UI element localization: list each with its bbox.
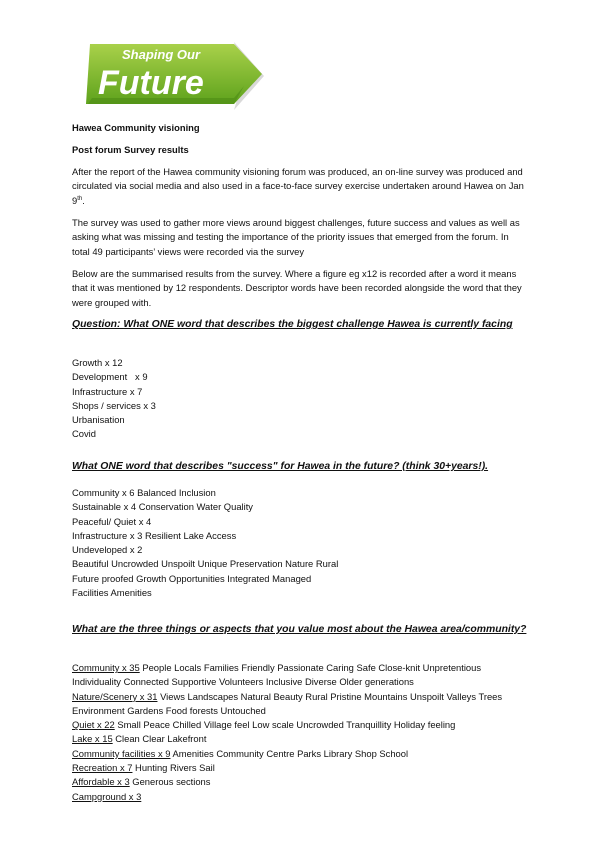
- value-item: [72, 761, 527, 775]
- question-3-title: What are the three things or aspects that you value most about the Hawea area/community?: [72, 624, 527, 635]
- answer-item: Covid: [72, 428, 96, 440]
- intro-paragraph-1: [72, 165, 527, 208]
- question-1-title: Question: What ONE word that describes the biggest challenge Hawea is currently facing: [72, 319, 513, 330]
- question-1-answers: [72, 356, 527, 442]
- value-descriptors: Views Landscapes Natural Beauty Rural Pristine Mountains Unspoilt Valleys Trees Environment Gardens Food forests Untouched: [72, 690, 503, 716]
- intro-paragraph-2: The survey was used to gather more views around biggest challenges, future success and values as well as asking what was missing and testing the importance of the priority issues that emerged from the forum. In total 49 participants’ views were recorded via the survey: [72, 217, 520, 257]
- value-descriptors: People Locals Families Friendly Passionate Caring Safe Close-knit Unpretentious Individuality Connected Supportive Volunteers Inclusive Diverse Older generations: [72, 662, 482, 688]
- value-item: [72, 661, 527, 690]
- value-key: Community x 35: [72, 662, 140, 673]
- answer-item: Beautiful Uncrowded Unspoilt Unique Preservation Nature Rural: [72, 558, 339, 570]
- value-item: [72, 775, 527, 789]
- doc-subtitle: Post forum Survey results: [72, 144, 189, 155]
- value-key: Lake x 15: [72, 733, 113, 745]
- answer-item: Shops / services x 3: [72, 399, 156, 411]
- value-item: [72, 747, 527, 761]
- value-descriptors: Amenities Community Centre Parks Library Shop School: [170, 747, 409, 759]
- answer-item: Peaceful/ Quiet x 4: [72, 515, 152, 527]
- intro-paragraph-3: Below are the summarised results from the survey. Where a figure eg x12 is recorded after a word it means that it was mentioned by 12 respondents. Descriptor words have been recorded alongside the word that they were grouped with.: [72, 268, 522, 308]
- doc-title: Hawea Community visioning: [72, 122, 200, 133]
- value-key: Affordable x 3: [72, 776, 130, 788]
- intro-p1-superscript: th: [77, 195, 83, 202]
- answer-item: Community x 6 Balanced Inclusion: [72, 487, 216, 498]
- question-2-title: What ONE word that describes "success" for Hawea in the future? (think 30+years!).: [72, 461, 489, 472]
- logo-text-line2: Future: [98, 64, 204, 102]
- shaping-our-future-logo: [84, 40, 274, 118]
- intro-p1-end: .: [82, 194, 85, 206]
- value-key: Campground x 3: [72, 790, 142, 802]
- value-descriptors: Clean Clear Lakefront: [112, 733, 207, 745]
- value-descriptors: Generous sections: [129, 776, 211, 788]
- question-2-answers: [72, 486, 527, 600]
- answer-item: Development x 9: [72, 371, 148, 383]
- answer-item: Infrastructure x 3 Resilient Lake Access: [72, 529, 237, 541]
- answer-item: Urbanisation: [72, 414, 125, 426]
- question-3-answers: [72, 661, 527, 804]
- answer-item: Growth x 12: [72, 357, 123, 368]
- value-item: [72, 690, 527, 719]
- value-key: Recreation x 7: [72, 762, 133, 774]
- value-item: [72, 732, 527, 746]
- answer-item: Future proofed Growth Opportunities Integrated Managed: [72, 572, 312, 584]
- value-item: [72, 790, 527, 804]
- answer-item: Undeveloped x 2: [72, 544, 143, 556]
- value-key: Nature/Scenery x 31: [72, 690, 158, 702]
- value-item: [72, 718, 527, 732]
- answer-item: Facilities Amenities: [72, 587, 152, 599]
- value-descriptors: Hunting Rivers Sail: [132, 762, 215, 774]
- value-key: Quiet x 22: [72, 719, 115, 731]
- intro-p1-text: After the report of the Hawea community visioning forum was produced, an on-line survey was produced and circulated via social media and also used in a face-to-face survey exercise undertaken around Hawea on Jan 9: [72, 166, 524, 206]
- value-descriptors: Small Peace Chilled Village feel Low scale Uncrowded Tranquillity Holiday feeling: [114, 719, 456, 731]
- logo-text-line1: Shaping Our: [122, 47, 200, 62]
- answer-item: Sustainable x 4 Conservation Water Quality: [72, 501, 253, 513]
- logo-graphic: [84, 40, 274, 118]
- answer-item: Infrastructure x 7: [72, 385, 143, 397]
- value-key: Community facilities x 9: [72, 747, 171, 759]
